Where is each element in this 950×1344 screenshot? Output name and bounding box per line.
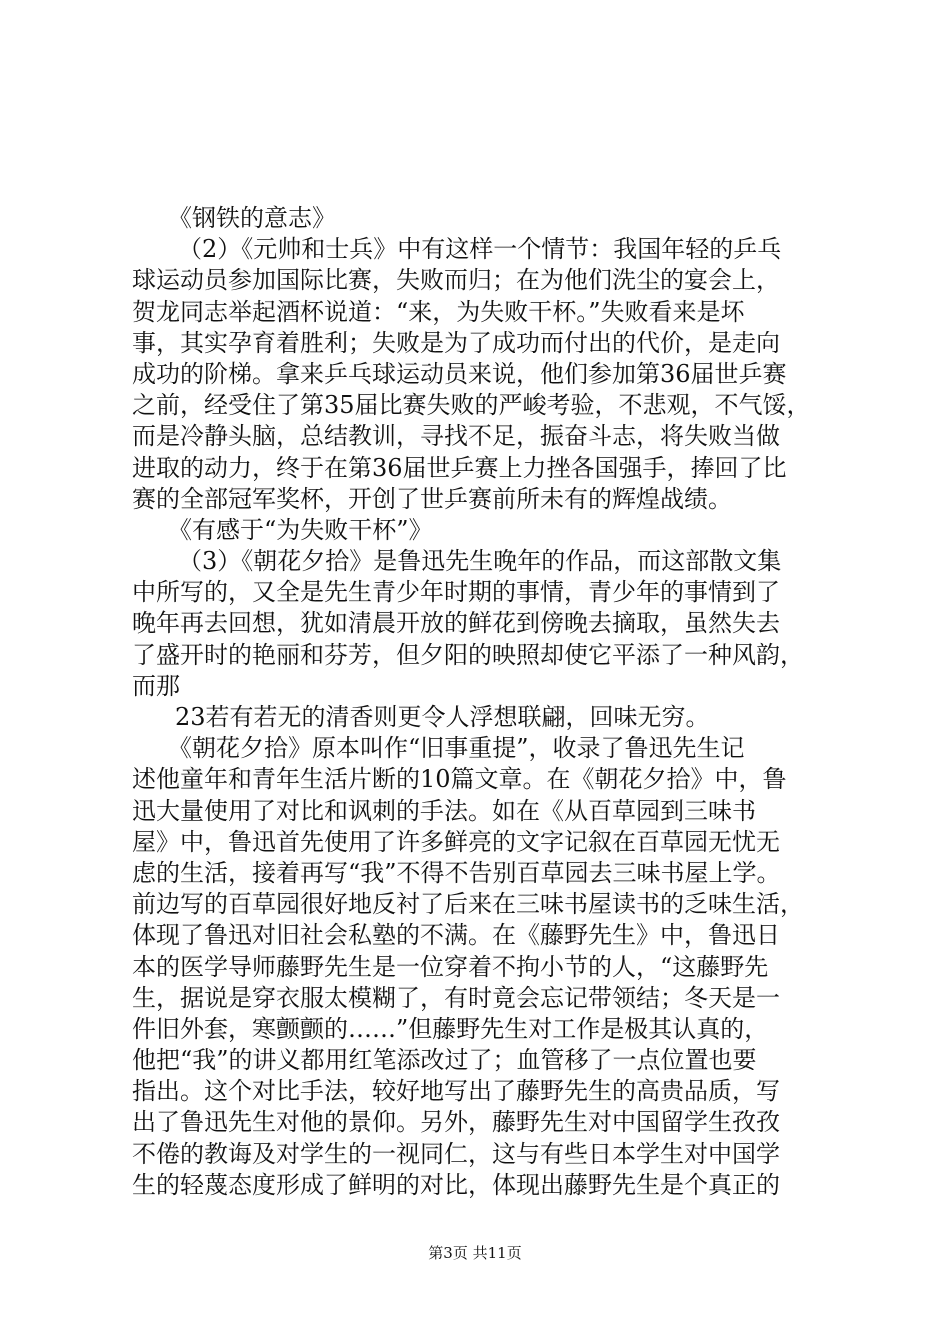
paragraph-line: 赛的全部冠军奖杯，开创了世乒赛前所未有的辉煌战绩。 [132, 484, 732, 513]
essay-title-steel-will: 《钢铁的意志》 [168, 204, 336, 232]
paragraph-line: 出了鲁迅先生对他的景仰。另外，藤野先生对中国留学生孜孜 [132, 1108, 780, 1137]
paragraph-line: 贺龙同志举起酒杯说道：“来，为失败干杯。”失败看来是坏 [132, 297, 745, 326]
paragraph-line: 了盛开时的艳丽和芬芳，但夕阳的映照却使它平添了一种风韵， [132, 640, 804, 669]
essay-title-toast-failure: 《有感于“为失败干杯”》 [168, 515, 433, 544]
paragraph-line: （2）《元帅和士兵》中有这样一个情节：我国年轻的乒乓 [178, 235, 782, 264]
document-body [132, 203, 832, 1201]
paragraph-line: 前边写的百草园很好地反衬了后来在三味书屋读书的乏味生活， [132, 890, 804, 919]
paragraph-line: 进取的动力，终于在第36届世乒赛上力挫各国强手，捧回了比 [132, 453, 787, 482]
paragraph-line: 件旧外套，寒颤颤的……”但藤野先生对工作是极其认真的， [132, 1014, 769, 1043]
paragraph-line: 虑的生活，接着再写“我”不得不告别百草园去三味书屋上学。 [132, 858, 781, 887]
paragraph-line: 体现了鲁迅对旧社会私塾的不满。在《藤野先生》中，鲁迅日 [132, 921, 780, 950]
paragraph-line: 生的轻蔑态度形成了鲜明的对比，体现出藤野先生是个真正的 [132, 1170, 780, 1199]
paragraph-line: 中所写的，又全是先生青少年时期的事情，青少年的事情到了 [132, 578, 780, 607]
paragraph-line: 球运动员参加国际比赛，失败而归；在为他们洗尘的宴会上， [132, 266, 780, 295]
paragraph-line: 述他童年和青年生活片断的10篇文章。在《朝花夕拾》中，鲁 [132, 765, 787, 794]
paragraph-line: 23若有若无的清香则更令人浮想联翩，回味无穷。 [175, 703, 710, 731]
paragraph-line: 《朝花夕拾》原本叫作“旧事重提”，收录了鲁迅先生记 [168, 734, 745, 763]
paragraph-line: 指出。这个对比手法，较好地写出了藤野先生的高贵品质，写 [132, 1077, 780, 1106]
paragraph-line: 生，据说是穿衣服太模糊了，有时竟会忘记带领结；冬天是一 [132, 983, 780, 1012]
paragraph-line: 而是冷静头脑，总结教训，寻找不足，振奋斗志，将失败当做 [132, 422, 780, 451]
paragraph-line: 不倦的教诲及对学生的一视同仁，这与有些日本学生对中国学 [132, 1139, 780, 1168]
paragraph-line: 迅大量使用了对比和讽刺的手法。如在《从百草园到三味书 [132, 796, 756, 825]
paragraph-line: 而那 [132, 671, 180, 700]
paragraph-line: 屋》中，鲁迅首先使用了许多鲜亮的文字记叙在百草园无忧无 [132, 827, 780, 856]
paragraph-line: 成功的阶梯。拿来乒乓球运动员来说，他们参加第36届世乒赛 [132, 359, 787, 388]
paragraph-line: 晚年再去回想，犹如清晨开放的鲜花到傍晚去摘取，虽然失去 [132, 609, 780, 638]
paragraph-line: （3）《朝花夕拾》是鲁迅先生晚年的作品，而这部散文集 [178, 547, 782, 576]
paragraph-line: 之前，经受住了第35届比赛失败的严峻考验，不悲观，不气馁， [132, 391, 811, 420]
paragraph-line: 事，其实孕育着胜利；失败是为了成功而付出的代价，是走向 [132, 328, 780, 357]
page-number-footer: 第3页 共11页 [428, 1244, 522, 1262]
paragraph-line: 他把“我”的讲义都用红笔添改过了；血管移了一点位置也要 [132, 1046, 757, 1075]
paragraph-line: 本的医学导师藤野先生是一位穿着不拘小节的人，“这藤野先 [132, 952, 769, 981]
